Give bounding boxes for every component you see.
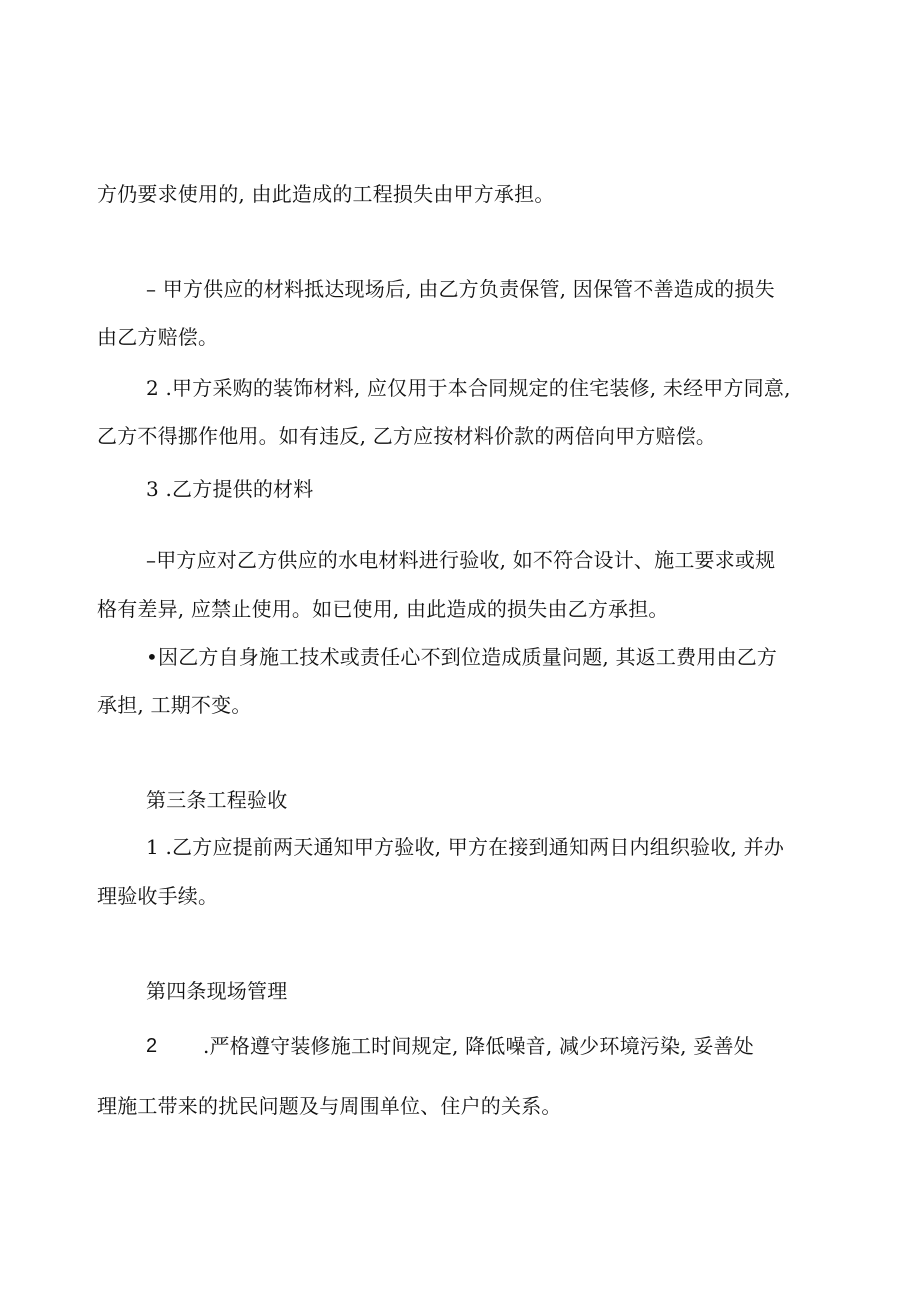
paragraph-line: 1 .乙方应提前两天通知甲方验收, 甲方在接到通知两日内组织验收, 并办: [146, 835, 785, 859]
paragraph-line: 2 .甲方采购的装饰材料, 应仅用于本合同规定的住宅装修, 未经甲方同意,: [146, 376, 791, 400]
paragraph-line: 方仍要求使用的, 由此造成的工程损失由甲方承担。: [97, 182, 555, 206]
paragraph-line: 理验收手续。: [97, 884, 219, 908]
section-heading: 第三条工程验收: [146, 788, 288, 812]
paragraph-line: – 甲方供应的材料抵达现场后, 由乙方负责保管, 因保管不善造成的损失: [146, 277, 775, 301]
paragraph-line: 3 .乙方提供的材料: [146, 477, 314, 501]
paragraph-line: –甲方应对乙方供应的水电材料进行验收, 如不符合设计、施工要求或规: [146, 548, 776, 572]
paragraph-line: 格有差异, 应禁止使用。如已使用, 由此造成的损失由乙方承担。: [97, 597, 669, 621]
paragraph-line: .严格遵守装修施工时间规定, 降低噪音, 减少环境污染, 妥善处: [203, 1034, 754, 1058]
section-heading: 第四条现场管理: [146, 979, 288, 1003]
item-number: 2: [146, 1035, 158, 1057]
paragraph-line: •因乙方自身施工技术或责任心不到位造成质量问题, 其返工费用由乙方: [146, 645, 778, 669]
paragraph-line: 乙方不得挪作他用。如有违反, 乙方应按材料价款的两倍向甲方赔偿。: [97, 424, 717, 448]
paragraph-line: 承担, 工期不变。: [97, 693, 252, 717]
paragraph-line: 理施工带来的扰民问题及与周围单位、住户的关系。: [97, 1094, 562, 1118]
paragraph-line: 由乙方赔偿。: [97, 325, 219, 349]
